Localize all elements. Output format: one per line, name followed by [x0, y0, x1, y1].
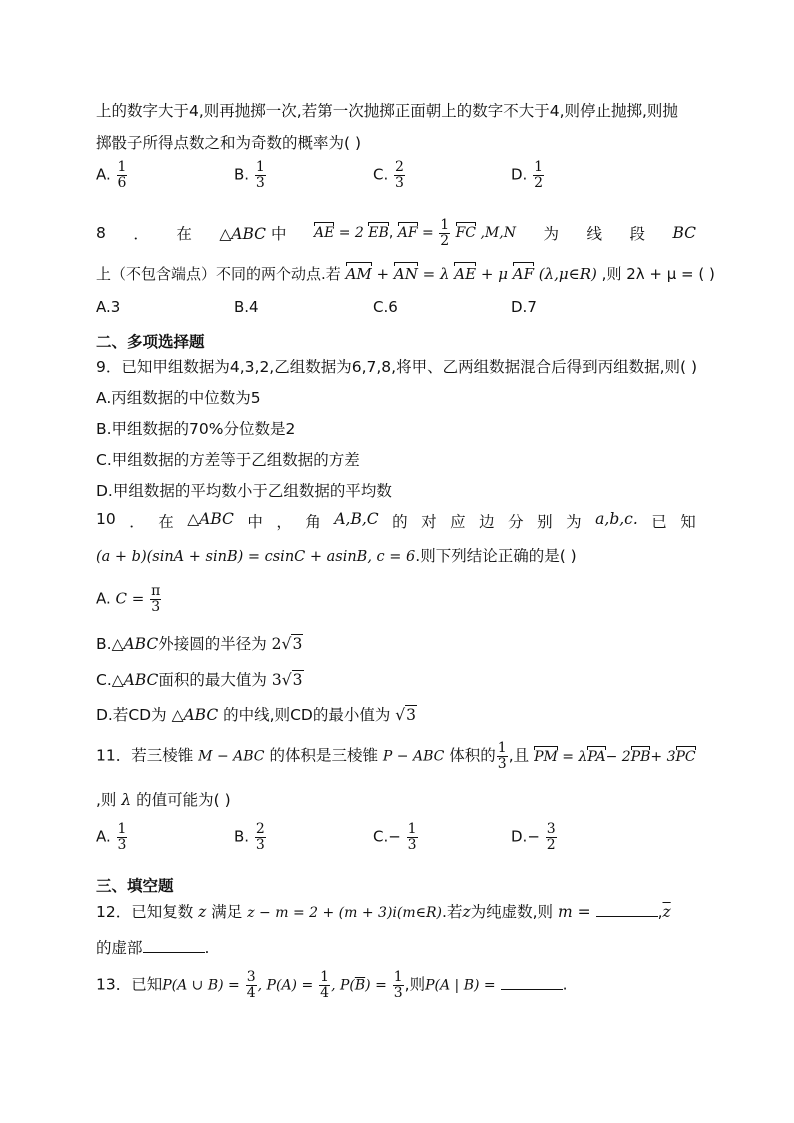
frac-num: 1: [534, 159, 544, 175]
q10-token: ，: [276, 513, 292, 531]
angle-c: C =: [115, 589, 145, 608]
radical: √3: [395, 706, 417, 724]
q10-token: 知: [680, 513, 696, 531]
vector-am: AM: [345, 265, 372, 283]
radicand: 3: [292, 671, 303, 689]
section-heading-fill-in: 三、填空题: [96, 877, 174, 895]
frac-num: 1: [117, 159, 127, 175]
q7-option-b: [234, 160, 267, 190]
q11-text: 体积的: [449, 746, 496, 765]
fraction: [117, 160, 128, 190]
frac-den: 3: [395, 174, 404, 191]
q8-option-a: A.3: [96, 298, 121, 316]
option-label: A.: [96, 165, 111, 184]
frac-num: 1: [497, 740, 507, 756]
q12-text: 满足: [211, 903, 243, 921]
q12-equation: z − m = 2 + (m + 3)i(m∈R): [247, 905, 443, 921]
equals-lambda: = λ: [422, 265, 450, 283]
fraction: [319, 970, 330, 1000]
vector-af: AF: [512, 265, 534, 283]
q12-text: .若: [442, 903, 463, 921]
q7-option-c: [373, 160, 406, 190]
q10-token: 分: [508, 513, 524, 531]
q10-token: 角: [305, 513, 321, 531]
triangle-abc: △ABC: [171, 706, 219, 724]
fraction: [117, 822, 128, 852]
var-z: z: [462, 903, 471, 921]
q10-token: 的: [392, 513, 408, 531]
q8-suffix: ,则 2λ + μ = ( ): [601, 265, 715, 283]
triangle-abc: △ABC: [111, 635, 159, 653]
answer-blank-m[interactable]: [596, 902, 658, 917]
vector-pm: PM: [534, 748, 558, 765]
answer-blank-imag[interactable]: [143, 938, 205, 953]
equals: = 2: [338, 225, 364, 242]
option-label: C.: [373, 165, 389, 184]
q8-option-b: B.4: [234, 298, 259, 316]
q9-option-d: D.甲组数据的平均数小于乙组数据的平均数: [96, 482, 392, 500]
condition: (λ,μ∈R): [538, 265, 597, 283]
q9-option-b: B.甲组数据的70%分位数是2: [96, 420, 296, 438]
option-text: 的中线,则CD的最小值为: [223, 706, 391, 724]
q11-option-d: [511, 822, 558, 852]
frac-den: 3: [255, 836, 265, 853]
q13-line: [96, 970, 568, 1000]
q10-line-1: [96, 510, 696, 532]
q10-token: 已: [651, 513, 667, 531]
radical: 2√3: [271, 635, 303, 653]
frac-num: 1: [407, 821, 417, 837]
frac-num: 1: [320, 969, 330, 985]
q10-token: 别: [537, 513, 553, 531]
frac-den: 3: [151, 598, 161, 615]
q7-option-a: [96, 160, 128, 190]
q11-text: 的体积是三棱锥: [269, 746, 378, 765]
option-label: D.: [511, 165, 528, 184]
triangle-abc: △ABC: [219, 225, 267, 244]
q10-token: 在: [158, 513, 174, 531]
q11-option-b: [234, 822, 267, 852]
vector-an: AN: [393, 265, 418, 283]
radical: 3√3: [271, 671, 303, 689]
sign: −: [527, 827, 540, 846]
q10-number: 10: [96, 510, 116, 528]
frac-num: 1: [255, 159, 265, 175]
option-label: B.: [96, 635, 112, 653]
fraction: [407, 822, 418, 852]
q10-suffix: .则下列结论正确的是( ): [415, 547, 577, 565]
option-label: B.: [234, 165, 250, 184]
frac-num: 1: [117, 821, 127, 837]
q12-line-1: [96, 900, 671, 922]
radicand: 3: [406, 706, 417, 724]
q8-option-d: D.7: [511, 298, 537, 316]
frac-num: 3: [246, 969, 256, 985]
fraction: [150, 584, 161, 614]
q10-token: 应: [450, 513, 466, 531]
option-text: 外接圆的半径为: [158, 635, 267, 653]
frac-num: 2: [395, 159, 404, 175]
fraction: [255, 822, 266, 852]
q10-token: ．: [129, 513, 145, 531]
q7-line-1: 上的数字大于4,则再抛掷一次,若第一次抛掷正面朝上的数字不大于4,则停止抛掷,则抛: [96, 102, 678, 120]
m-equals: m =: [558, 903, 591, 921]
q10-token: 对: [421, 513, 437, 531]
option-label: D.: [511, 827, 528, 846]
comma: ,: [657, 903, 663, 921]
q7-option-d: [511, 160, 545, 190]
period: .: [562, 975, 568, 994]
q11-text: ,且: [508, 746, 530, 765]
q12-text: 为纯虚数,则: [470, 903, 554, 921]
option-label: B.: [234, 827, 250, 846]
p-b-bar-close: ) =: [365, 977, 387, 994]
q10-option-c: [96, 668, 304, 690]
frac-num: 1: [440, 217, 450, 233]
q12-text: 12．已知复数: [96, 903, 194, 921]
option-label: C.: [373, 827, 389, 846]
q8-word: 段: [629, 225, 645, 244]
fraction: [246, 970, 257, 1000]
frac-num: 3: [546, 821, 556, 837]
q11-suffix: 的值可能为( ): [136, 791, 231, 809]
b-complement: $\overline{B}$: [354, 977, 366, 994]
q8-word: 中: [270, 225, 287, 244]
q10-token: 边: [479, 513, 495, 531]
plus-three: + 3: [650, 748, 676, 765]
q13-text: ,则: [404, 975, 426, 994]
q8-word: 为: [543, 225, 559, 244]
tetra-p-abc: P − ABC: [382, 748, 445, 765]
q10-token: 中: [247, 513, 263, 531]
fraction: [497, 741, 508, 771]
vector-af: AF: [397, 225, 418, 242]
coef: 2: [271, 635, 282, 653]
fraction: [546, 822, 557, 852]
q11-text: ,则: [96, 791, 117, 809]
q10-equation: (a + b)(sinA + sinB) = csinC + asinB, c = 6: [96, 549, 416, 565]
q8-line-1: [96, 218, 696, 248]
q10-option-d: [96, 703, 417, 725]
triangle-abc: △ABC: [111, 671, 159, 689]
points-mn: ,M,N: [480, 225, 516, 242]
plus: +: [376, 265, 390, 283]
fraction: [533, 160, 544, 190]
q9-stem: 9．已知甲组数据为4,3,2,乙组数据为6,7,8,将甲、乙两组数据混合后得到丙组数据,则( ): [96, 358, 698, 376]
p-a-union-b: P(A ∪ B) =: [162, 977, 240, 994]
frac-den: 2: [534, 174, 544, 191]
q8-condition: [219, 222, 286, 244]
vector-ae: AE: [313, 225, 335, 242]
vector-fc: FC: [455, 225, 476, 242]
q11-line-2: [96, 788, 231, 810]
q10-option-a: [96, 584, 162, 614]
section-heading-multiple-choice: 二、多项选择题: [96, 333, 205, 351]
q10-option-b: [96, 632, 303, 654]
frac-den: 3: [497, 755, 507, 772]
segment-bc: BC: [672, 224, 696, 243]
fraction-half: [439, 218, 450, 248]
radicand: 3: [292, 635, 303, 653]
q9-option-a: A.丙组数据的中位数为5: [96, 389, 261, 407]
p-b-bar-open: , P(: [331, 977, 355, 994]
option-label: C.: [96, 671, 112, 689]
frac-den: 4: [246, 984, 256, 1001]
frac-num: 1: [393, 969, 403, 985]
vector-pa: PA: [587, 748, 606, 765]
q8-text: 上（不包含端点）不同的两个动点.若: [96, 265, 341, 283]
frac-den: 2: [546, 836, 556, 853]
z-conjugate: $\overline{z}$: [662, 903, 671, 921]
q11-line-1: [96, 741, 696, 771]
triangle-abc: △ABC: [187, 510, 234, 528]
frac-num: 2: [255, 821, 265, 837]
var-z: z: [198, 903, 207, 921]
vector-eb: EB: [368, 225, 389, 242]
option-label: A.: [96, 827, 111, 846]
minus-two: − 2: [605, 748, 631, 765]
q7-line-2: 掷骰子所得点数之和为奇数的概率为( ): [96, 134, 362, 152]
frac-den: 4: [320, 984, 330, 1001]
lambda: λ: [121, 791, 132, 809]
q8-dot: ．: [133, 225, 149, 244]
q11-option-c: [373, 822, 419, 852]
frac-den: 2: [440, 232, 450, 249]
q8-option-c: C.6: [373, 298, 398, 316]
option-label: D.若CD为: [96, 706, 167, 724]
sign: −: [388, 827, 401, 846]
option-label: A.: [96, 589, 111, 608]
tetra-m-abc: M − ABC: [198, 748, 265, 765]
frac-den: 3: [407, 836, 417, 853]
vector-pb: PB: [630, 748, 651, 765]
answer-blank-conditional[interactable]: [501, 975, 563, 990]
q8-word: 线: [586, 225, 602, 244]
coef: 3: [271, 671, 282, 689]
equals: =: [422, 225, 434, 242]
option-text: 面积的最大值为: [158, 671, 267, 689]
q11-vector-eq: [534, 749, 696, 765]
fraction: [393, 970, 404, 1000]
q12-text: 的虚部: [96, 939, 143, 957]
p-a: , P(A) =: [257, 977, 314, 994]
fraction: [255, 160, 266, 190]
q9-option-c: C.甲组数据的方差等于乙组数据的方差: [96, 451, 360, 469]
p-a-given-b: P(A | B) =: [425, 977, 496, 994]
fraction: [394, 160, 405, 190]
q13-text: 13．已知: [96, 975, 163, 994]
q10-token: 为: [566, 513, 582, 531]
sides-abc: a,b,c.: [595, 510, 638, 528]
vector-ae: AE: [454, 265, 477, 283]
equals-lambda: = λ: [562, 748, 588, 765]
q11-option-a: [96, 822, 128, 852]
frac-den: 3: [255, 174, 265, 191]
q8-line-2: [96, 263, 715, 284]
q8-word: 在: [176, 225, 192, 244]
frac-den: 3: [393, 984, 403, 1001]
vector-pc: PC: [675, 748, 696, 765]
q10-line-2: [96, 544, 577, 566]
q8-vectors: AE = 2 EB, AF = $\frac{1}{2}$ FC ,M,N: [313, 217, 516, 249]
frac-den: 6: [117, 174, 127, 191]
angles-abc: A,B,C: [334, 510, 379, 528]
q8-number: 8: [96, 224, 106, 243]
plus-mu: + μ: [480, 265, 508, 283]
q11-text: 11．若三棱锥: [96, 746, 194, 765]
frac-num: π: [151, 583, 161, 599]
q12-line-2: 的虚部 .: [96, 939, 210, 957]
frac-den: 3: [117, 836, 127, 853]
